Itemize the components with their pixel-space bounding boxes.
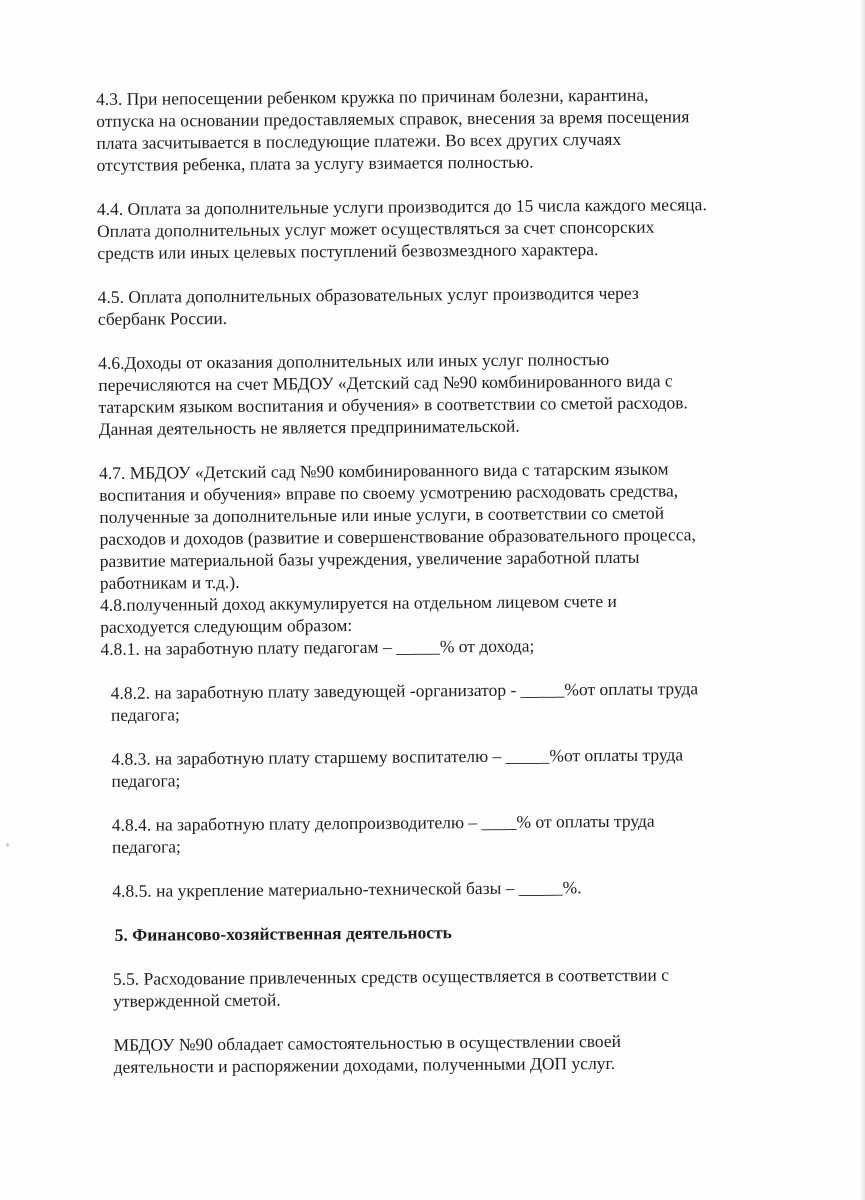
paragraph-4-6: 4.6.Доходы от оказания дополнительных или иных услуг полностью перечисляются на счет МБДОУ «Детский сад №90 комбинированного вида с татарским языком воспитания и обучения» в соответствии со сметой расходов. Данная деятельность не является предпринимательской.	[98, 348, 688, 439]
scan-edge	[861, 0, 865, 1200]
scan-speck	[6, 843, 9, 847]
paragraph-4-8-2: 4.8.2. на заработную плату заведующей -организатор - _____%от оплаты труда педагога;	[110, 678, 699, 725]
paragraph-4-8: 4.8.полученный доход аккумулируется на отдельном лицевом счете и расходуется следующим образом:	[99, 590, 617, 637]
paragraph-4-8-5: 4.8.5. на укрепление материально-технической базы – _____%.	[112, 877, 582, 901]
paragraph-4-7: 4.7. МБДОУ «Детский сад №90 комбинированного вида с татарским языком воспитания и обучения» вправе по своему усмотрению расходовать средства, полученные за дополнительные или иные услуги, в соответствии со сметой расходов и доходов (развитие и совершенствование образовательного процесса, развитие материальной базы учреждения, увеличение заработной платы работникам и т.д.).	[98, 458, 696, 593]
paragraph-4-4: 4.4. Оплата за дополнительные услуги производится до 15 числа каждого месяца. Оплата дополнительных услуг может осуществляться за счет спонсорских средств или иных целевых поступлений безвозмездного характера.	[96, 194, 707, 263]
paragraph-4-8-3: 4.8.3. на заработную плату старшему воспитателю – _____%от оплаты труда педагога;	[111, 744, 684, 791]
paragraph-4-3: 4.3. При непосещении ребенком кружка по причинам болезни, карантина, отпуска на основании предоставляемых справок, внесения за время посещения плата засчитывается в последующие платежи. Во всех других случаях отсутствия ребенка, плата за услугу взимается полностью.	[96, 84, 690, 175]
paragraph-4-8-4: 4.8.4. на заработную плату делопроизводителю – ____% от оплаты труда педагога;	[111, 810, 655, 857]
section-5-heading: 5. Финансово-хозяйственная деятельность	[114, 922, 452, 945]
paragraph-4-5: 4.5. Оплата дополнительных образовательных услуг производится через сбербанк России.	[97, 282, 639, 329]
paragraph-final: МБДОУ №90 обладает самостоятельностью в осуществлении своей деятельности и распоряжении доходами, полученными ДОП услуг.	[113, 1030, 622, 1077]
paragraph-4-8-1: 4.8.1. на заработную плату педагогам – _____% от дохода;	[100, 635, 535, 659]
document-body	[96, 82, 809, 1100]
paragraph-5-5: 5.5. Расходование привлеченных средств осуществляется в соответствии с утвержденной сметой.	[112, 964, 670, 1011]
